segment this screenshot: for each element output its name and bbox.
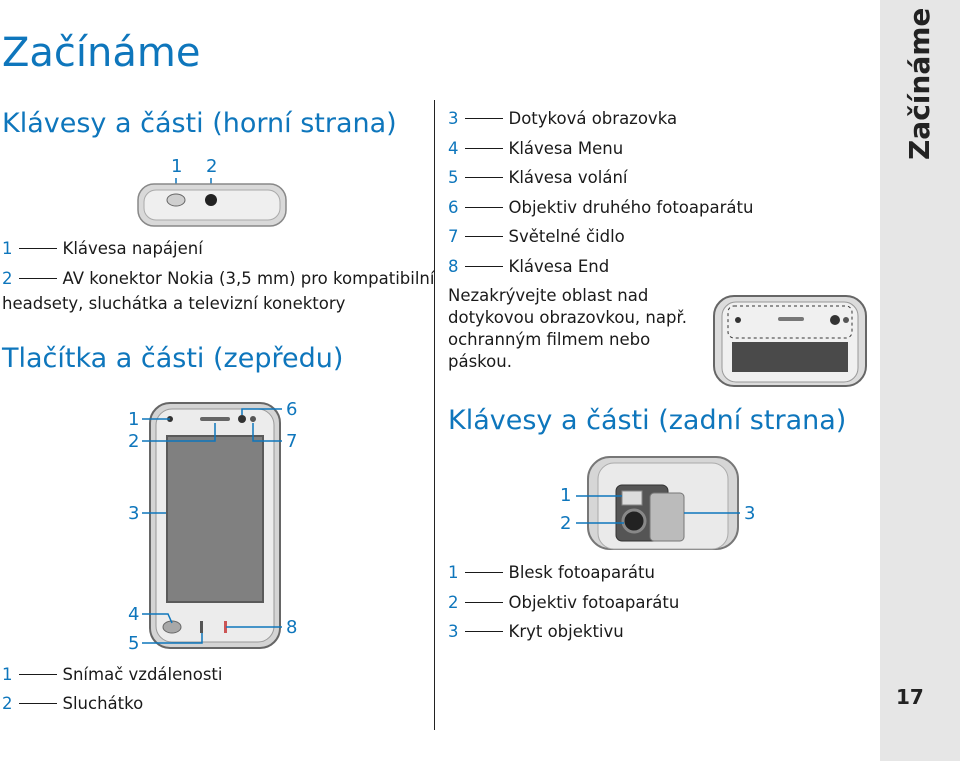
front-note: Nezakrývejte oblast nad dotykovou obrazovkou, např. ochranným filmem nebo páskou. [448,286,687,371]
callout-back-3: 3 [744,503,756,524]
back-heading: Klávesy a části (zadní strana) [448,405,847,436]
phone-sensor-area-illustration [712,292,870,372]
page-number: 17 [896,685,924,709]
front-item-8: 8 Klávesa End [448,256,610,276]
column-divider [434,100,435,730]
item-text: AV konektor Nokia (3,5 mm) pro kompatibilní [62,269,435,288]
phone-top-illustration [138,150,288,230]
side-title: Začínáme [903,7,936,160]
callout-top-2: 2 [206,156,218,177]
back-item-2: 2 Objektiv fotoaparátu [448,592,680,612]
top-item-2-cont: headsety, sluchátka a televizní konektory [2,294,346,313]
front-item-5: 5 Klávesa volání [448,168,628,187]
item-text: Sluchátko [62,694,144,713]
back-item-3: 3 Kryt objektivu [448,622,624,641]
front-heading: Tlačítka a části (zepředu) [2,343,344,374]
item-text: Klávesa napájení [62,239,203,258]
front-item-6: 6 Objektiv druhého fotoaparátu [448,197,754,217]
callout-top-1: 1 [171,156,183,177]
phone-back-illustration [560,455,760,550]
item-number: 2 [2,694,13,713]
front-item-4: 4 Klávesa Menu [448,138,624,158]
callout-front-3: 3 [128,503,140,524]
callout-front-2: 2 [128,431,140,452]
page-title: Začínáme [2,30,201,76]
top-heading: Klávesy a části (horní strana) [2,108,397,139]
item-number: 1 [2,239,13,258]
front-item-7: 7 Světelné čidlo [448,227,625,246]
callout-front-1: 1 [128,409,140,430]
phone-front-illustration [120,395,310,655]
front-item-2 [2,689,143,719]
callout-front-6: 6 [286,399,298,420]
back-list [448,558,679,647]
front-item-1 [2,660,222,690]
callout-front-4: 4 [128,604,140,625]
back-item-1: 1 Blesk fotoaparátu [448,563,655,582]
front-cont-list [448,104,753,281]
callout-front-8: 8 [286,617,298,638]
front-item-3: 3 Dotyková obrazovka [448,109,678,128]
callout-back-2: 2 [560,513,572,534]
callout-front-7: 7 [286,431,298,452]
item-number: 1 [2,665,13,684]
top-item-1 [2,234,203,264]
item-number: 2 [2,269,13,288]
callout-back-1: 1 [560,485,572,506]
callout-front-5: 5 [128,633,140,654]
item-text: Snímač vzdálenosti [62,665,223,684]
